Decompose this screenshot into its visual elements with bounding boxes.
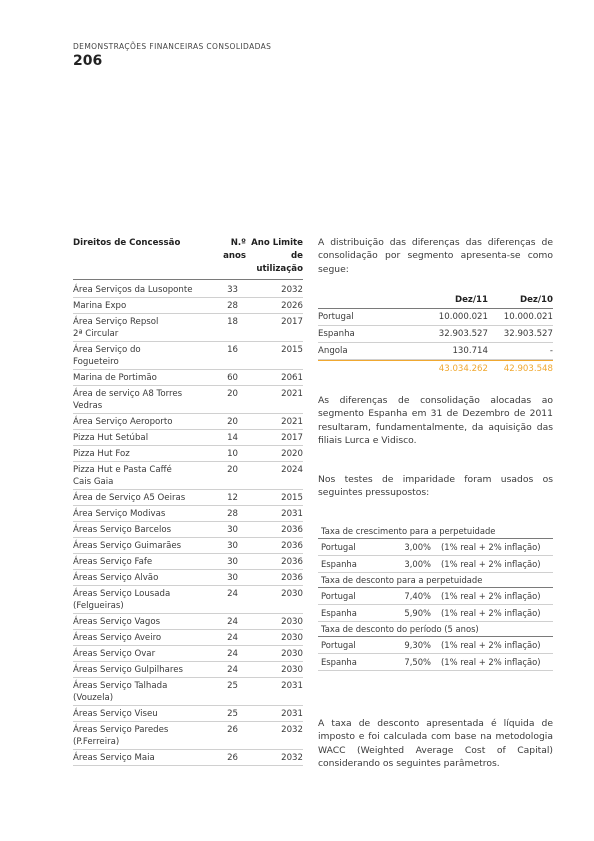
concession-name: Áreas Serviço Aveiro — [73, 632, 162, 643]
table-row — [73, 662, 303, 678]
concession-years: 16 — [227, 344, 238, 355]
assumption-segment: Portugal — [321, 542, 356, 552]
concession-name: Áreas Serviço Barcelos — [73, 524, 172, 535]
segment-label: Espanha — [318, 329, 355, 339]
concession-name: Áreas Serviço Viseu — [73, 708, 158, 719]
concession-limit-year: 2017 — [281, 432, 303, 443]
segment-dez10: 10.000.021 — [503, 312, 553, 322]
assumption-description: (1% real + 2% inflação) — [441, 657, 541, 667]
concession-name: Área Serviço Aeroporto — [73, 416, 173, 427]
assumption-rate: 9,30% — [404, 640, 431, 650]
assumption-description: (1% real + 2% inflação) — [441, 542, 541, 552]
assumption-description: (1% real + 2% inflação) — [441, 559, 541, 569]
table-row — [73, 430, 303, 446]
table-row — [73, 298, 303, 314]
concession-name: Áreas Serviço Alvão — [73, 572, 159, 583]
concession-name: Marina de Portimão — [73, 372, 157, 383]
concession-years: 30 — [227, 572, 238, 583]
concession-limit-year: 2030 — [281, 664, 303, 675]
table-row — [73, 506, 303, 522]
concession-years: 26 — [227, 752, 238, 763]
table-row — [73, 630, 303, 646]
concession-limit-year: 2030 — [281, 632, 303, 643]
table-row — [318, 539, 553, 556]
assumptions-table — [318, 524, 553, 671]
concession-limit-year: 2030 — [281, 616, 303, 627]
concession-name: Pizza Hut e Pasta Caffé Cais Gaia — [73, 464, 172, 487]
header-concession-name: Direitos de Concessão — [73, 238, 181, 248]
concession-limit-year: 2017 — [281, 316, 303, 327]
concession-years: 24 — [227, 648, 238, 659]
table-row — [318, 654, 553, 671]
concession-limit-year: 2020 — [281, 448, 303, 459]
concession-years: 30 — [227, 540, 238, 551]
table-row — [73, 386, 303, 414]
concession-years: 18 — [227, 316, 238, 327]
table-row — [73, 370, 303, 386]
concession-limit-year: 2030 — [281, 648, 303, 659]
concession-years: 24 — [227, 588, 238, 599]
table-row — [73, 750, 303, 766]
assumption-segment: Espanha — [321, 657, 357, 667]
concession-limit-year: 2015 — [281, 492, 303, 503]
segment-dez11: 130.714 — [452, 346, 488, 356]
concession-years: 60 — [227, 372, 238, 383]
concession-years: 20 — [227, 416, 238, 427]
assumption-group-title: Taxa de crescimento para a perpetuidade — [318, 524, 553, 539]
table-row — [73, 586, 303, 614]
table-row — [73, 342, 303, 370]
concession-name: Pizza Hut Foz — [73, 448, 130, 459]
table-row — [73, 490, 303, 506]
total-dez10: 42.903.548 — [503, 364, 553, 374]
assumption-group-title: Taxa de desconto para a perpetuidade — [318, 573, 553, 588]
concession-years: 25 — [227, 708, 238, 719]
concession-name: Área de serviço A8 Torres Vedras — [73, 388, 183, 411]
concession-name: Áreas Serviço Fafe — [73, 556, 153, 567]
concession-limit-year: 2021 — [281, 416, 303, 427]
assumption-group-title: Taxa de desconto do período (5 anos) — [318, 622, 553, 637]
concession-years: 25 — [227, 680, 238, 691]
table-row — [73, 646, 303, 662]
concession-years: 30 — [227, 556, 238, 567]
concession-limit-year: 2061 — [281, 372, 303, 383]
table-row — [318, 637, 553, 654]
concession-name: Áreas Serviço Talhada (Vouzela) — [73, 680, 168, 703]
table-row — [73, 538, 303, 554]
table-row — [73, 282, 303, 298]
concession-years: 20 — [227, 464, 238, 475]
concessions-table-body — [73, 282, 303, 766]
concession-years: 14 — [227, 432, 238, 443]
concession-years: 26 — [227, 724, 238, 735]
concession-limit-year: 2036 — [281, 540, 303, 551]
table-row — [73, 554, 303, 570]
assumption-description: (1% real + 2% inflação) — [441, 640, 541, 650]
concession-limit-year: 2030 — [281, 588, 303, 599]
concession-name: Área Serviços da Lusoponte — [73, 284, 193, 295]
concession-limit-year: 2036 — [281, 524, 303, 535]
concession-limit-year: 2015 — [281, 344, 303, 355]
header-segment — [318, 295, 403, 305]
concession-name: Áreas Serviço Lousada (Felgueiras) — [73, 588, 171, 611]
concession-years: 33 — [227, 284, 238, 295]
assumption-rate: 5,90% — [404, 608, 431, 618]
concession-limit-year: 2031 — [281, 680, 303, 691]
concession-limit-year: 2024 — [281, 464, 303, 475]
segment-dez11: 32.903.527 — [438, 329, 488, 339]
header-dez11: Dez/11 — [454, 295, 488, 305]
concession-limit-year: 2021 — [281, 388, 303, 399]
concession-name: Áreas Serviço Vagos — [73, 616, 161, 627]
spain-paragraph: As diferenças de consolidação alocadas ao segmento Espanha em 31 de Dezembro de 2011 resultaram, fundamentalmente, da aquisição das filiais Lurca e Vidisco. — [318, 395, 553, 447]
concessions-table-header — [73, 237, 303, 280]
concession-years: 20 — [227, 388, 238, 399]
total-label — [318, 363, 403, 375]
assumption-segment: Espanha — [321, 608, 357, 618]
table-row — [73, 722, 303, 750]
section-title: DEMONSTRAÇÕES FINANCEIRAS CONSOLIDADAS — [73, 42, 272, 51]
concession-name: Áreas Serviço Ovar — [73, 648, 156, 659]
concession-name: Pizza Hut Setúbal — [73, 432, 149, 443]
assumption-description: (1% real + 2% inflação) — [441, 591, 541, 601]
concessions-table — [73, 237, 303, 766]
table-row — [73, 570, 303, 586]
concession-limit-year: 2031 — [281, 708, 303, 719]
differences-table — [318, 295, 553, 377]
assumption-rate: 3,00% — [404, 559, 431, 569]
concession-limit-year: 2032 — [281, 284, 303, 295]
concession-years: 24 — [227, 664, 238, 675]
concession-limit-year: 2031 — [281, 508, 303, 519]
concession-limit-year: 2032 — [281, 752, 303, 763]
concession-years: 28 — [227, 300, 238, 311]
segment-dez10: - — [549, 346, 553, 356]
concession-name: Áreas Serviço Guimarães — [73, 540, 182, 551]
page-number: 206 — [73, 53, 103, 69]
assumption-segment: Espanha — [321, 559, 357, 569]
assumption-rate: 7,50% — [404, 657, 431, 667]
concession-years: 12 — [227, 492, 238, 503]
concession-limit-year: 2032 — [281, 724, 303, 735]
concession-years: 24 — [227, 632, 238, 643]
assumption-rate: 7,40% — [404, 591, 431, 601]
differences-total-row — [318, 360, 553, 377]
segment-dez10: 32.903.527 — [503, 329, 553, 339]
table-row — [318, 556, 553, 573]
assumption-description: (1% real + 2% inflação) — [441, 608, 541, 618]
concession-years: 30 — [227, 524, 238, 535]
concession-name: Área Serviço do Fogueteiro — [73, 344, 141, 367]
table-row — [318, 326, 553, 343]
concession-years: 24 — [227, 616, 238, 627]
assumption-segment: Portugal — [321, 591, 356, 601]
table-row — [318, 309, 553, 326]
intro-paragraph: A distribuição das diferenças das diferenças de consolidação por segmento apresenta-se como segue: — [318, 237, 553, 275]
tests-paragraph: Nos testes de imparidade foram usados os seguintes pressupostos: — [318, 474, 553, 499]
assumption-segment: Portugal — [321, 640, 356, 650]
concession-limit-year: 2026 — [281, 300, 303, 311]
total-dez11: 43.034.262 — [438, 364, 488, 374]
wacc-paragraph: A taxa de desconto apresentada é líquida de imposto e foi calculada com base na metodologia WACC (Weighted Average Cost of Capital) considerando os seguintes parâmetros. — [318, 718, 553, 770]
concession-name: Área Serviço Modivas — [73, 508, 166, 519]
concession-name: Área de Serviço A5 Oeiras — [73, 492, 186, 503]
table-row — [318, 343, 553, 360]
concession-name: Áreas Serviço Paredes (P.Ferreira) — [73, 724, 169, 747]
table-row — [73, 522, 303, 538]
table-row — [73, 462, 303, 490]
concession-name: Área Serviço Repsol 2ª Circular — [73, 316, 159, 339]
table-row — [73, 706, 303, 722]
table-row — [73, 446, 303, 462]
assumption-rate: 3,00% — [404, 542, 431, 552]
concession-limit-year: 2036 — [281, 556, 303, 567]
header-years: N.º anos — [223, 238, 246, 261]
segment-label: Portugal — [318, 312, 354, 322]
concession-years: 28 — [227, 508, 238, 519]
table-row — [318, 605, 553, 622]
segment-dez11: 10.000.021 — [438, 312, 488, 322]
table-row — [318, 588, 553, 605]
header-dez10: Dez/10 — [519, 295, 553, 305]
concession-name: Áreas Serviço Gulpilhares — [73, 664, 183, 675]
table-row — [73, 314, 303, 342]
concession-years: 10 — [227, 448, 238, 459]
differences-table-body — [318, 309, 553, 360]
header-limit-year: Ano Limite de utilização — [251, 238, 303, 274]
concession-name: Marina Expo — [73, 300, 127, 311]
table-row — [73, 614, 303, 630]
table-row — [73, 678, 303, 706]
differences-table-header — [318, 295, 553, 309]
concession-name: Áreas Serviço Maia — [73, 752, 155, 763]
concession-limit-year: 2036 — [281, 572, 303, 583]
table-row — [73, 414, 303, 430]
segment-label: Angola — [318, 346, 348, 356]
